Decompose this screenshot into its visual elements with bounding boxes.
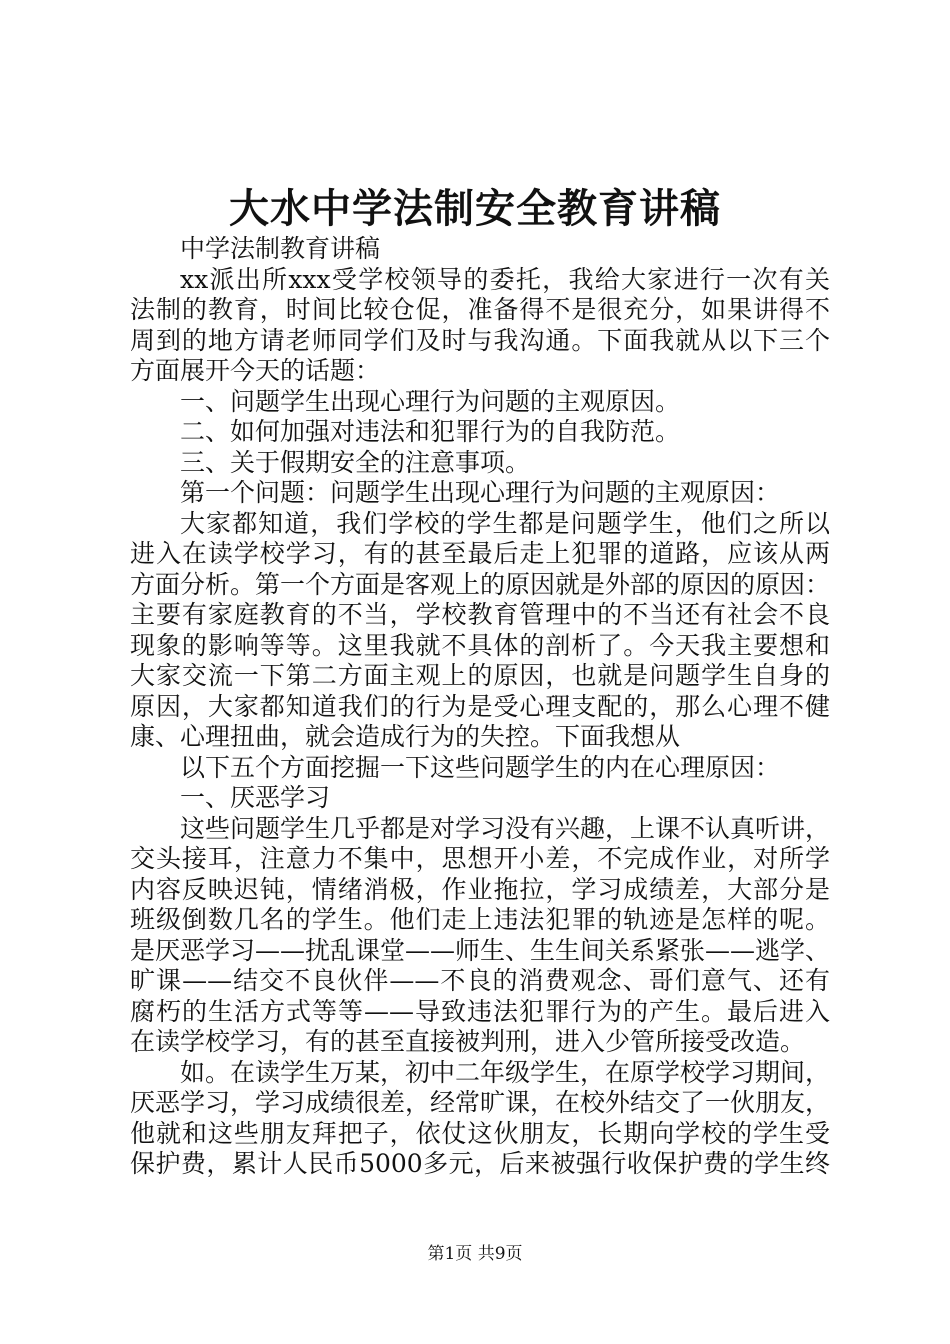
- paragraph-line: 内容反映迟钝，情绪消极，作业拖拉，学习成绩差，大部分是: [130, 874, 830, 904]
- paragraph-line: 法制的教育，时间比较仓促，准备得不是很充分，如果讲得不: [130, 295, 830, 324]
- section-heading: 一、厌恶学习: [180, 783, 331, 812]
- paragraph-line: 班级倒数几名的学生。他们走上违法犯罪的轨迹是怎样的呢。: [130, 905, 830, 934]
- paragraph-line: 如。在读学生万某，初中二年级学生，在原学校学习期间，: [180, 1057, 830, 1087]
- document-body: [130, 234, 830, 1180]
- paragraph-line: 是厌恶学习——扰乱课堂——师生、生生间关系紧张——逃学、: [130, 935, 830, 965]
- paragraph-line: 康、心理扭曲，就会造成行为的失控。下面我想从: [130, 722, 681, 751]
- paragraph-line: 这些问题学生几乎都是对学习没有兴趣，上课不认真听讲，: [180, 813, 830, 843]
- paragraph-line: 交头接耳，注意力不集中，思想开小差，不完成作业，对所学: [130, 844, 830, 873]
- section-heading: 第一个问题：问题学生出现心理行为问题的主观原因：: [180, 478, 781, 507]
- paragraph-line: 进入在读学校学习，有的甚至最后走上犯罪的道路，应该从两: [130, 539, 830, 568]
- paragraph-line: 以下五个方面挖掘一下这些问题学生的内在心理原因：: [180, 752, 781, 782]
- list-item: 一、问题学生出现心理行为问题的主观原因。: [180, 386, 681, 416]
- paragraph-line: 大家交流一下第二方面主观上的原因，也就是问题学生自身的: [130, 661, 830, 690]
- paragraph-line: 旷课——结交不良伙伴——不良的消费观念、哥们意气、还有: [130, 966, 830, 995]
- paragraph-line: 保护费，累计人民币5000多元，后来被强行收保护费的学生终: [130, 1149, 830, 1178]
- paragraph-line: 周到的地方请老师同学们及时与我沟通。下面我就从以下三个: [130, 325, 830, 355]
- document-title: 大水中学法制安全教育讲稿: [229, 185, 721, 232]
- paragraph-line: 方面分析。第一个方面是客观上的原因就是外部的原因的原因：: [130, 569, 830, 599]
- list-item: 二、如何加强对违法和犯罪行为的自我防范。: [180, 417, 681, 446]
- list-item: 三、关于假期安全的注意事项。: [180, 447, 531, 477]
- page-number-footer: 第1页 共9页: [427, 1244, 523, 1264]
- paragraph-line: 厌恶学习，学习成绩很差，经常旷课，在校外结交了一伙朋友，: [130, 1088, 830, 1117]
- paragraph-line: 主要有家庭教育的不当，学校教育管理中的不当还有社会不良: [130, 600, 830, 629]
- paragraph-line: 原因，大家都知道我们的行为是受心理支配的，那么心理不健: [130, 691, 830, 721]
- paragraph-line: 他就和这些朋友拜把子，依仗这伙朋友，长期向学校的学生受: [130, 1118, 830, 1148]
- paragraph-line: 大家都知道，我们学校的学生都是问题学生，他们之所以: [180, 508, 830, 538]
- paragraph-line: xx派出所xxx受学校领导的委托，我给大家进行一次有关: [180, 264, 830, 294]
- paragraph-line: 腐朽的生活方式等等——导致违法犯罪行为的产生。最后进入: [130, 996, 830, 1026]
- subtitle-line: 中学法制教育讲稿: [180, 234, 381, 263]
- paragraph-line: 方面展开今天的话题：: [130, 356, 381, 385]
- paragraph-line: 在读学校学习，有的甚至直接被判刑，进入少管所接受改造。: [130, 1027, 806, 1056]
- paragraph-line: 现象的影响等等。这里我就不具体的剖析了。今天我主要想和: [130, 630, 830, 660]
